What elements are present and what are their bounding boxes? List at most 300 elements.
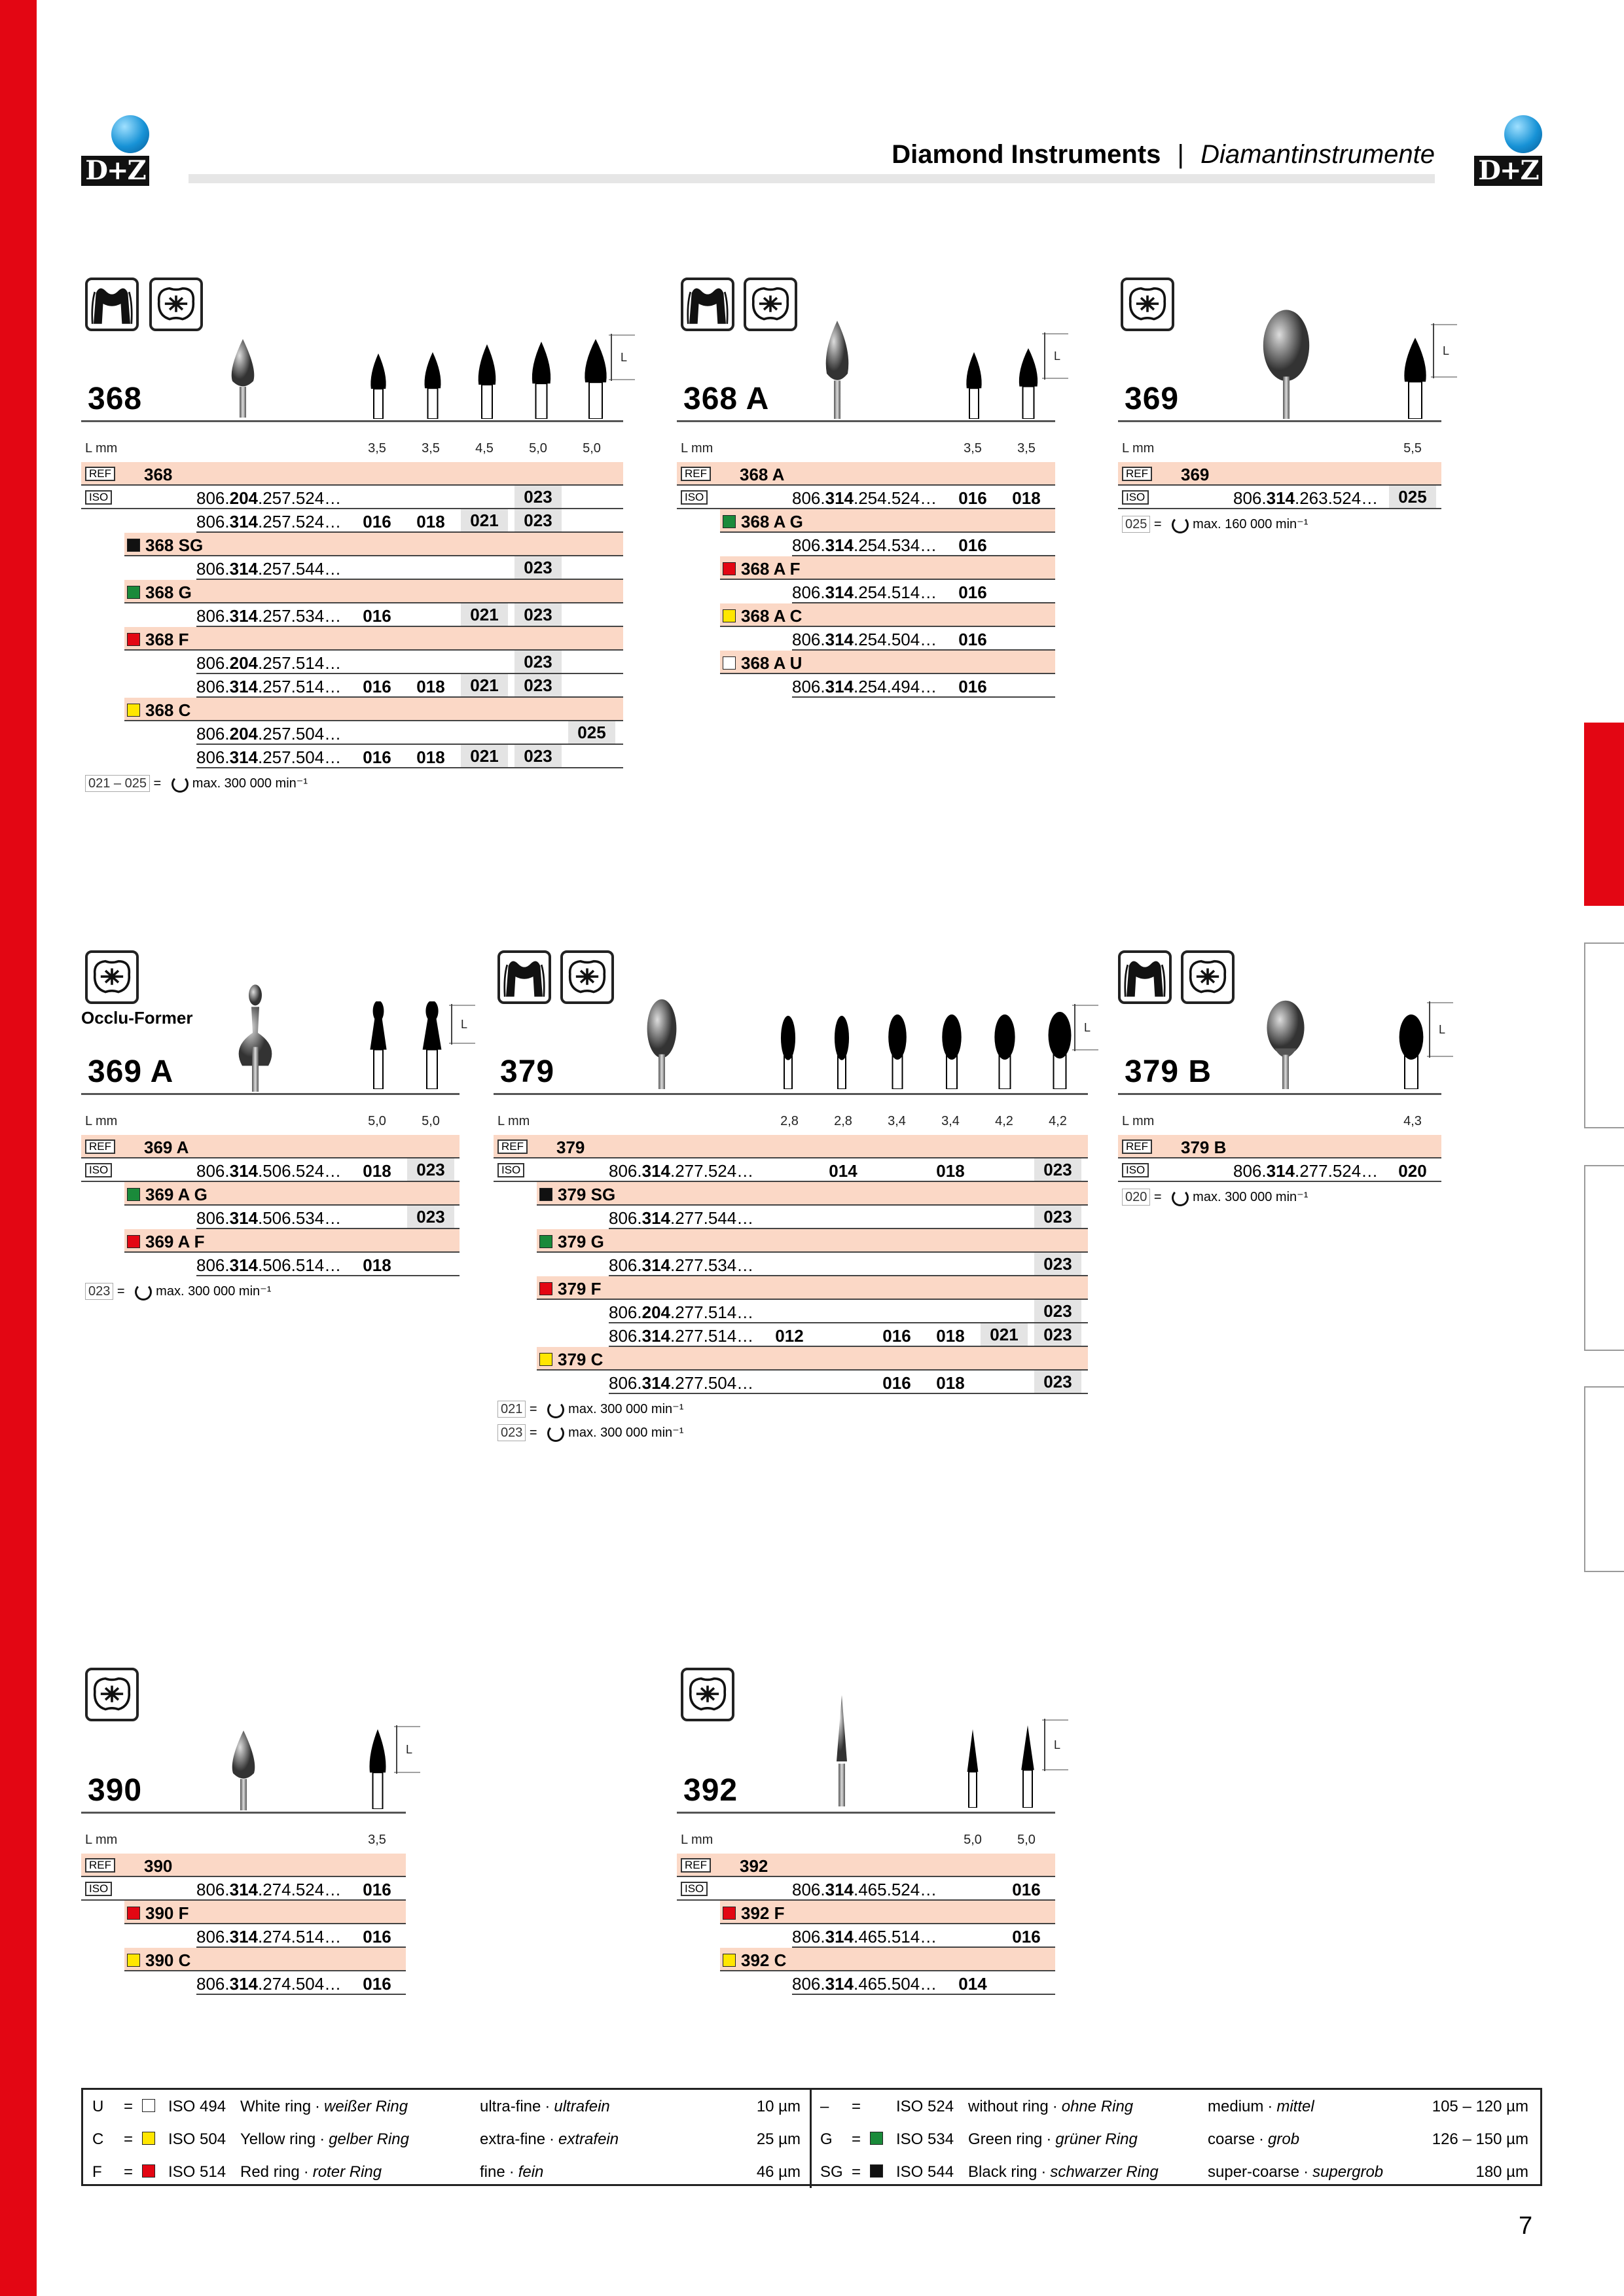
size-value: 023 — [514, 674, 562, 696]
section-baseline — [1118, 420, 1441, 422]
note-equals: = — [1150, 1190, 1166, 1204]
code-shank: 314 — [641, 1208, 670, 1228]
code-shank: 204 — [229, 724, 258, 744]
rotation-speed-icon — [1172, 1189, 1189, 1206]
code-suffix: .465.504… — [854, 1974, 937, 1994]
table-row — [494, 1135, 1088, 1158]
size-value: 023 — [1034, 1206, 1081, 1228]
code-shank: 314 — [825, 488, 854, 508]
table-row — [720, 651, 1055, 674]
section-baseline — [81, 1812, 406, 1814]
table-row — [124, 1182, 460, 1206]
code-suffix: .277.544… — [670, 1208, 754, 1228]
section-baseline — [1118, 1093, 1441, 1095]
code-prefix: 806. — [196, 1974, 230, 1994]
size-value: 023 — [1034, 1253, 1081, 1275]
table-row — [609, 1206, 1088, 1229]
length-dimension-marker — [1427, 1001, 1453, 1058]
code-prefix: 806. — [196, 1880, 230, 1899]
length-label: L mm — [1122, 441, 1155, 456]
code-suffix: .263.524… — [1295, 488, 1379, 508]
code-suffix: .254.524… — [854, 488, 937, 508]
note-size-range: 025 — [1122, 516, 1150, 533]
tooth-crown-icon — [85, 278, 139, 331]
code-prefix: 806. — [196, 1161, 230, 1181]
variant-name: 379 SG — [558, 1185, 616, 1204]
speed-note — [1122, 516, 1308, 533]
bur-silhouette-icon — [530, 340, 552, 419]
logo-text: D+Z — [81, 156, 149, 186]
grit-color-square — [127, 1954, 140, 1967]
iso-order-code — [196, 677, 341, 697]
legend-iso: ISO 534 — [896, 2130, 954, 2148]
iso-order-code — [609, 1208, 753, 1229]
length-value: 5,0 — [583, 441, 601, 456]
legend-ring — [240, 2163, 382, 2181]
length-label: L mm — [85, 441, 118, 456]
size-value: 021 — [461, 745, 508, 767]
legend-grit-en: medium — [1208, 2098, 1264, 2115]
note-text: max. 300 000 min⁻¹ — [568, 1426, 684, 1440]
side-tab[interactable] — [1584, 942, 1624, 1128]
iso-tag: ISO — [681, 1882, 708, 1896]
code-prefix: 806. — [196, 488, 230, 508]
size-value: 023 — [514, 745, 562, 767]
code-prefix: 806. — [196, 559, 230, 579]
length-dimension-marker — [394, 1725, 420, 1774]
size-value: 021 — [461, 674, 508, 696]
table-row — [196, 745, 623, 768]
occlusal-surface-icon — [560, 950, 614, 1004]
section-baseline — [81, 1093, 460, 1095]
code-prefix: 806. — [196, 1208, 230, 1228]
bur-silhouette-icon — [583, 338, 609, 419]
code-suffix: .254.494… — [854, 677, 937, 696]
legend-grit — [480, 2130, 619, 2149]
svg-text:L: L — [406, 1743, 413, 1756]
table-row — [609, 1300, 1088, 1323]
legend-ring — [968, 2130, 1138, 2149]
code-suffix: .257.524… — [258, 488, 342, 508]
length-label: L mm — [85, 1833, 118, 1847]
bur-silhouette-icon — [422, 1001, 442, 1089]
legend-separator: · — [1052, 2098, 1058, 2115]
legend-separator: · — [509, 2163, 514, 2181]
code-shank: 314 — [229, 559, 258, 579]
code-prefix: 806. — [609, 1326, 642, 1346]
bur-silhouette-icon — [1047, 1012, 1072, 1089]
legend-row — [83, 2155, 810, 2188]
legend-key: – — [820, 2098, 829, 2115]
legend-separator: · — [1303, 2163, 1309, 2181]
variant-name: 368 A C — [741, 606, 803, 626]
code-shank: 314 — [641, 1161, 670, 1181]
code-prefix: 806. — [196, 677, 230, 696]
legend-iso: ISO 524 — [896, 2098, 954, 2115]
note-equals: = — [1150, 517, 1166, 531]
length-value: 2,8 — [780, 1114, 799, 1128]
reference-name: 379 — [556, 1138, 585, 1157]
code-shank: 314 — [229, 512, 258, 531]
legend-grit-de: grob — [1268, 2130, 1300, 2148]
size-value: 023 — [1034, 1323, 1081, 1346]
legend-color-square — [870, 2132, 883, 2145]
ref-tag: REF — [497, 1139, 528, 1154]
title-german: Diamantinstrumente — [1200, 140, 1435, 169]
variant-name: 392 C — [741, 1950, 787, 1970]
side-tab[interactable] — [1584, 1386, 1624, 1572]
table-row — [196, 1253, 460, 1276]
code-shank: 314 — [825, 535, 854, 555]
size-value: 016 — [1012, 1927, 1041, 1946]
table-row — [677, 486, 1055, 509]
variant-name: 379 G — [558, 1232, 604, 1251]
size-value: 018 — [363, 1255, 391, 1275]
tooth-crown-icon — [681, 278, 734, 331]
product-number: 368 A — [683, 382, 770, 416]
rotation-speed-icon — [135, 1283, 152, 1300]
code-prefix: 806. — [609, 1302, 642, 1322]
size-value: 018 — [936, 1373, 965, 1393]
bur-silhouette-icon — [423, 351, 442, 419]
occlusal-surface-icon — [85, 950, 139, 1004]
code-shank: 314 — [641, 1326, 670, 1346]
rotation-speed-icon — [547, 1401, 564, 1418]
size-value: 016 — [958, 677, 987, 696]
grit-color-square — [127, 586, 140, 599]
product-number: 369 — [1125, 382, 1180, 416]
table-row — [792, 674, 1055, 698]
size-value: 023 — [514, 486, 562, 508]
iso-order-code — [196, 653, 341, 673]
code-shank: 314 — [229, 747, 258, 767]
code-shank: 314 — [229, 1927, 258, 1946]
iso-order-code — [196, 1255, 341, 1276]
note-text: max. 160 000 min⁻¹ — [1193, 517, 1308, 531]
grit-color-square — [127, 1907, 140, 1920]
length-value: 3,4 — [941, 1114, 960, 1128]
length-row — [677, 439, 1055, 458]
code-shank: 314 — [1266, 1161, 1295, 1181]
code-prefix: 806. — [196, 512, 230, 531]
size-value: 016 — [363, 1927, 391, 1946]
code-prefix: 806. — [196, 1255, 230, 1275]
code-prefix: 806. — [196, 653, 230, 673]
length-row — [1118, 439, 1441, 458]
size-value: 021 — [461, 509, 508, 531]
iso-order-code — [196, 606, 341, 626]
code-shank: 204 — [229, 653, 258, 673]
code-suffix: .257.534… — [258, 606, 342, 626]
legend-equals: = — [852, 2098, 861, 2115]
table-row — [81, 1135, 460, 1158]
code-prefix: 806. — [792, 1880, 825, 1899]
iso-order-code — [196, 1974, 341, 1994]
legend-ring — [240, 2098, 408, 2116]
legend-grit-en: coarse — [1208, 2130, 1255, 2148]
table-row — [124, 627, 623, 651]
length-value: 3,5 — [1017, 441, 1036, 456]
legend-row — [811, 2155, 1538, 2188]
legend-color-square — [870, 2164, 883, 2178]
length-value: 3,5 — [368, 1833, 386, 1847]
table-row — [792, 627, 1055, 651]
occlusal-surface-icon — [85, 1668, 139, 1721]
length-value: 5,5 — [1403, 441, 1422, 456]
iso-order-code — [609, 1326, 753, 1346]
code-suffix: .257.544… — [258, 559, 342, 579]
code-prefix: 806. — [609, 1208, 642, 1228]
code-suffix: .254.504… — [854, 630, 937, 649]
speed-note — [85, 775, 308, 793]
table-row — [1118, 462, 1441, 486]
legend-ring-en: Green ring — [968, 2130, 1043, 2148]
legend-iso: ISO 544 — [896, 2163, 954, 2181]
rotation-speed-icon — [171, 776, 189, 793]
code-shank: 314 — [825, 1880, 854, 1899]
note-equals: = — [526, 1426, 541, 1440]
length-value: 3,4 — [888, 1114, 906, 1128]
grit-color-square — [723, 562, 736, 575]
legend-grit — [480, 2098, 610, 2116]
table-row — [196, 721, 623, 745]
ref-tag: REF — [85, 467, 115, 481]
size-value: 023 — [514, 603, 562, 626]
table-row — [537, 1229, 1088, 1253]
size-value: 018 — [363, 1161, 391, 1181]
iso-tag: ISO — [85, 490, 112, 505]
legend-separator: · — [1259, 2130, 1265, 2148]
code-prefix: 806. — [1233, 1161, 1267, 1181]
legend-separator: · — [1267, 2098, 1273, 2115]
variant-name: 369 A G — [145, 1185, 208, 1204]
size-value: 018 — [416, 747, 445, 767]
size-value: 020 — [1398, 1161, 1427, 1181]
iso-order-code — [196, 488, 341, 509]
legend-particle-size: 10 µm — [756, 2098, 801, 2115]
blue-sphere-icon — [111, 115, 149, 153]
section-baseline — [677, 1812, 1055, 1814]
table-row — [792, 1924, 1055, 1948]
legend-iso: ISO 514 — [168, 2163, 226, 2181]
variant-name: 368 A G — [741, 512, 803, 531]
legend-ring — [968, 2098, 1133, 2116]
grit-color-square — [539, 1235, 552, 1248]
bur-silhouette-icon — [994, 1014, 1016, 1089]
table-row — [124, 1901, 406, 1924]
ring-grit-legend — [81, 2088, 1542, 2186]
grit-color-square — [723, 515, 736, 528]
table-row — [792, 533, 1055, 556]
instrument-photo — [216, 974, 295, 1092]
code-shank: 314 — [229, 1161, 258, 1181]
table-row — [81, 462, 623, 486]
legend-key: U — [92, 2098, 104, 2115]
code-suffix: .277.514… — [670, 1326, 754, 1346]
legend-grit — [1208, 2163, 1383, 2181]
grit-color-square — [723, 656, 736, 670]
bur-silhouette-icon — [368, 1728, 388, 1809]
product-number: 368 — [88, 382, 143, 416]
code-prefix: 806. — [792, 535, 825, 555]
occlusal-surface-icon — [149, 278, 203, 331]
legend-separator: · — [315, 2098, 321, 2115]
speed-note — [497, 1424, 683, 1442]
legend-equals: = — [852, 2130, 861, 2148]
table-row — [1118, 486, 1441, 509]
size-value: 018 — [1012, 488, 1041, 508]
iso-order-code — [609, 1255, 753, 1276]
size-value: 018 — [936, 1326, 965, 1346]
variant-name: 368 G — [145, 583, 192, 602]
iso-order-code — [196, 1208, 341, 1229]
iso-tag: ISO — [85, 1163, 112, 1177]
instrument-photo — [1258, 999, 1313, 1089]
size-value: 016 — [363, 677, 391, 696]
code-prefix: 806. — [196, 724, 230, 744]
table-row — [196, 509, 623, 533]
occlusal-surface-icon — [744, 278, 797, 331]
legend-color-square — [142, 2132, 155, 2145]
bur-silhouette-icon — [477, 343, 497, 419]
legend-ring-de: schwarzer Ring — [1050, 2163, 1159, 2181]
instrument-photo — [225, 1728, 262, 1810]
dz-logo-right — [1474, 115, 1545, 186]
iso-order-code — [792, 535, 937, 556]
table-row — [196, 1971, 406, 1995]
code-suffix: .274.514… — [258, 1927, 342, 1946]
iso-tag: ISO — [1122, 490, 1149, 505]
tooth-crown-icon — [497, 950, 551, 1004]
bur-silhouette-icon — [369, 1001, 388, 1089]
legend-ring — [240, 2130, 409, 2149]
iso-order-code — [196, 1927, 341, 1947]
table-row — [1118, 1158, 1441, 1182]
grit-color-square — [539, 1353, 552, 1366]
code-shank: 314 — [1266, 488, 1295, 508]
size-value: 016 — [882, 1373, 911, 1393]
code-shank: 314 — [825, 1974, 854, 1994]
legend-key: SG — [820, 2163, 843, 2181]
variant-name: 368 A F — [741, 559, 801, 579]
code-shank: 314 — [641, 1373, 670, 1393]
code-prefix: 806. — [792, 630, 825, 649]
occlusal-surface-icon — [1121, 278, 1174, 331]
side-tab-active[interactable] — [1584, 723, 1624, 906]
code-prefix: 806. — [196, 1927, 230, 1946]
table-row — [196, 556, 623, 580]
speed-note — [1122, 1189, 1308, 1206]
table-row — [81, 1158, 460, 1182]
legend-ring-en: without ring — [968, 2098, 1049, 2115]
size-value: 012 — [775, 1326, 804, 1346]
legend-equals: = — [124, 2098, 134, 2115]
table-row — [196, 651, 623, 674]
legend-ring-en: Black ring — [968, 2163, 1038, 2181]
code-prefix: 806. — [792, 677, 825, 696]
size-value: 016 — [363, 512, 391, 531]
code-suffix: .277.524… — [1295, 1161, 1379, 1181]
length-value: 5,0 — [529, 441, 547, 456]
bur-silhouette-icon — [965, 351, 983, 419]
length-row — [81, 439, 623, 458]
table-row — [81, 486, 623, 509]
grit-color-square — [127, 704, 140, 717]
length-dimension-marker — [1042, 332, 1068, 380]
variant-name: 392 F — [741, 1903, 785, 1923]
size-value: 023 — [407, 1158, 454, 1181]
length-row — [81, 1830, 406, 1850]
iso-tag: ISO — [85, 1882, 112, 1896]
note-equals: = — [113, 1284, 129, 1299]
length-value: 4,2 — [995, 1114, 1013, 1128]
product-number: 379 — [500, 1054, 555, 1089]
legend-particle-size: 180 µm — [1475, 2163, 1528, 2181]
legend-separator: · — [303, 2163, 309, 2181]
length-label: L mm — [497, 1114, 530, 1128]
legend-ring-de: roter Ring — [312, 2163, 382, 2181]
code-prefix: 806. — [792, 1974, 825, 1994]
legend-separator: · — [1046, 2130, 1052, 2148]
table-row — [196, 1924, 406, 1948]
code-suffix: .257.514… — [258, 653, 342, 673]
iso-tag: ISO — [497, 1163, 524, 1177]
ref-tag: REF — [85, 1858, 115, 1873]
code-shank: 314 — [229, 1255, 258, 1275]
reference-name: 390 — [144, 1856, 173, 1876]
note-size-range: 021 — [497, 1401, 526, 1418]
code-prefix: 806. — [196, 606, 230, 626]
page-number: 7 — [1519, 2212, 1533, 2240]
product-subtitle: Occlu-Former — [81, 1008, 193, 1028]
iso-order-code — [792, 583, 937, 603]
iso-order-code — [609, 1161, 753, 1181]
length-value: 3,5 — [368, 441, 386, 456]
product-number: 390 — [88, 1773, 143, 1808]
tooth-crown-icon — [1118, 950, 1172, 1004]
ref-tag: REF — [1122, 467, 1152, 481]
reference-name: 392 — [740, 1856, 768, 1876]
svg-text:L: L — [621, 351, 628, 364]
code-suffix: .254.514… — [854, 583, 937, 602]
iso-order-code — [609, 1373, 753, 1393]
size-value: 023 — [514, 509, 562, 531]
length-value: 5,0 — [368, 1114, 386, 1128]
length-row — [1118, 1111, 1441, 1131]
legend-particle-size: 46 µm — [756, 2163, 801, 2181]
legend-ring-de: gelber Ring — [329, 2130, 409, 2148]
variant-name: 368 SG — [145, 535, 204, 555]
grit-color-square — [723, 609, 736, 622]
legend-grit-de: fein — [518, 2163, 544, 2181]
code-prefix: 806. — [1233, 488, 1267, 508]
legend-ring-en: Red ring — [240, 2163, 300, 2181]
code-suffix: .277.524… — [670, 1161, 754, 1181]
size-value: 016 — [363, 747, 391, 767]
code-suffix: .257.504… — [258, 747, 342, 767]
size-value: 023 — [1034, 1300, 1081, 1322]
note-text: max. 300 000 min⁻¹ — [568, 1402, 684, 1416]
size-value: 023 — [1034, 1371, 1081, 1393]
table-row — [609, 1371, 1088, 1394]
length-row — [677, 1830, 1055, 1850]
ref-tag: REF — [85, 1139, 115, 1154]
side-tab[interactable] — [1584, 1165, 1624, 1351]
iso-order-code — [792, 1927, 937, 1947]
code-suffix: .465.524… — [854, 1880, 937, 1899]
length-dimension-marker — [449, 1004, 475, 1045]
section-baseline — [81, 420, 623, 422]
